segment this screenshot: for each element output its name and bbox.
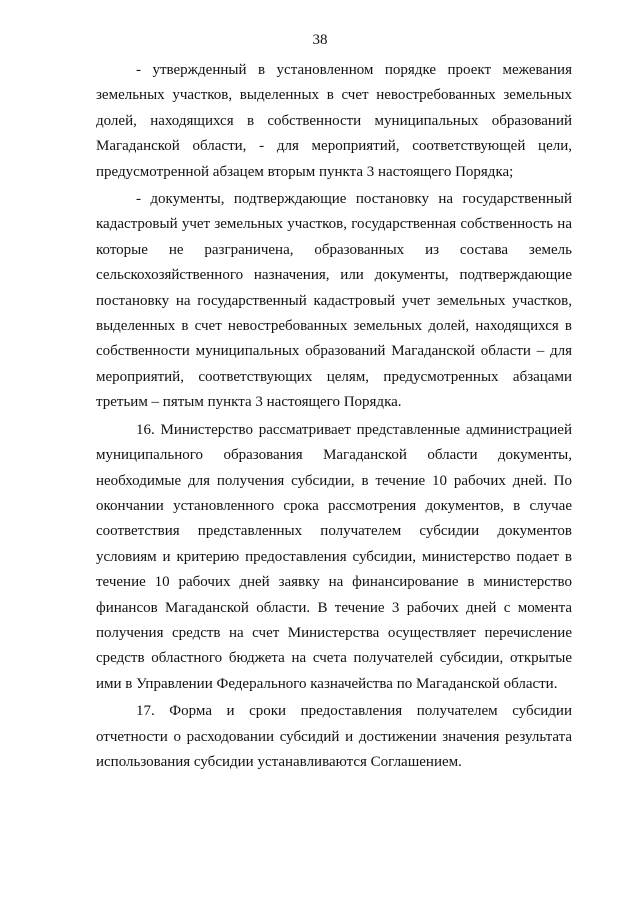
paragraph-item-17: 17. Форма и сроки предоставления получателем субсидии отчетности о расходовании субсидий и достижении значения результата использования субсидии устанавливаются Соглашением. <box>96 703 572 770</box>
paragraph-item-16: 16. Министерство рассматривает представленные администрацией муниципального образования Магаданской области документы, необходимые для получения субсидии, в течение 10 рабочих дней. По окончании установленного срока рассмотрения документов, в случае соответствия представленных получателем субсидии документов условиям и критерию предоставления субсидии, министерство подает в течение 10 рабочих дней заявку на финансирование в министерство финансов Магаданской области. В течение 3 рабочих дней с момента получения средств на счет Министерства осуществляет перечисление средств областного бюджета на счета получателей субсидии, открытые ими в Управлении Федерального казначейства по Магаданской области. <box>96 421 572 692</box>
paragraph-cadastral-documents: - документы, подтверждающие постановку на государственный кадастровый учет земельных участков, государственная собственность на которые не разграничена, образованных из состава земель сельскохозяйственного назначения, или документы, подтверждающие постановку на государственный кадастровый учет земельных участков, выделенных в счет невостребованных земельных долей, находящихся в собственности муниципальных образований Магаданской области – для мероприятий, соответствующих целям, предусмотренных абзацами третьим – пятым пункта 3 настоящего Порядка. <box>96 191 572 411</box>
paragraph-land-survey-project: - утвержденный в установленном порядке проект межевания земельных участков, выделенных в счет невостребованных земельных долей, находящихся в собственности муниципальных образований Магаданской области, - для мероприятий, соответствующей цели, предусмотренной абзацем вторым пункта 3 настоящего Порядка; <box>96 62 572 180</box>
document-body <box>96 58 572 777</box>
page-number: 38 <box>312 32 328 48</box>
